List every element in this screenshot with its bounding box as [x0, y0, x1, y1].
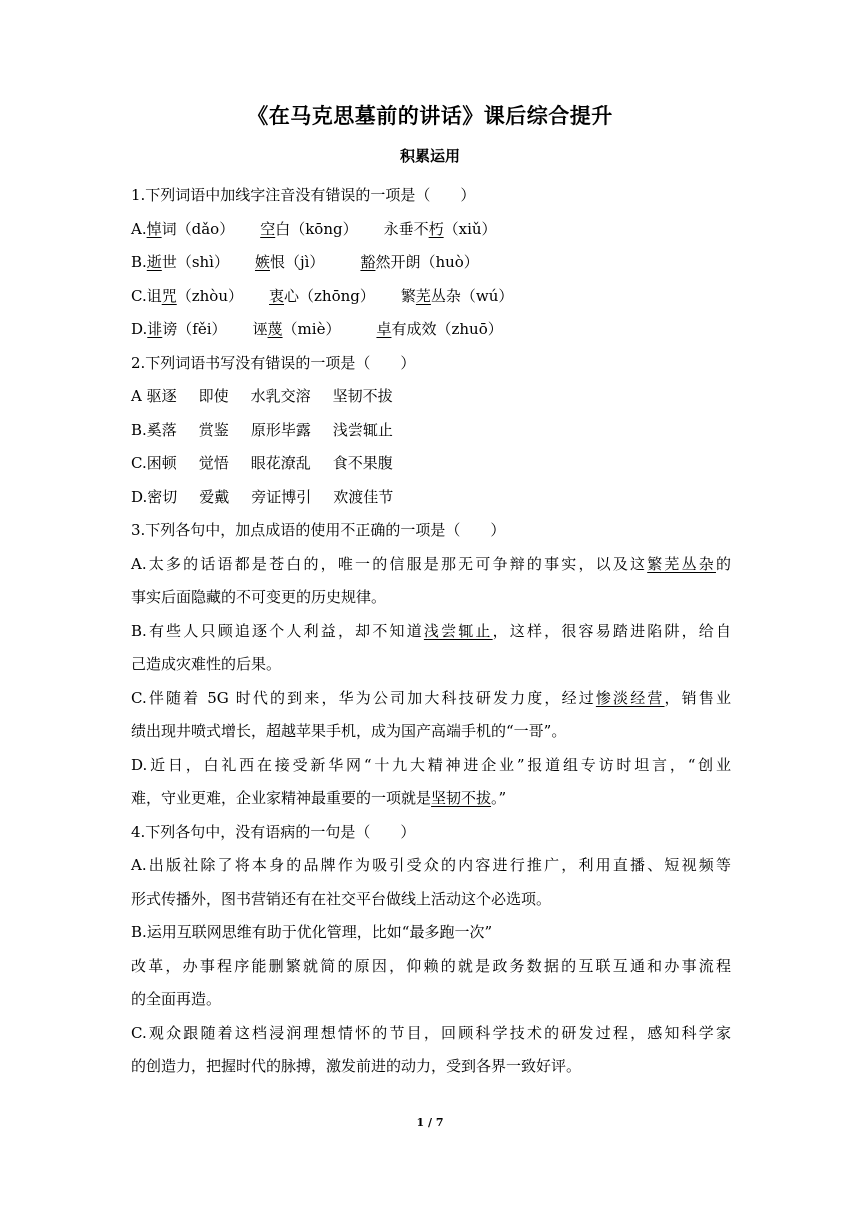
underlined-idiom: 繁芜丛杂	[647, 554, 716, 573]
question-4-option-a-line-2: 形式传播外，图书营销还有在社交平台做线上活动这个必选项。	[131, 889, 552, 908]
question-3-stem: 3.下列各句中，加点成语的使用不正确的一项是（ ）	[131, 521, 506, 539]
question-1-option-b: B.逝世（shì） 嫉恨（jì） 豁然开朗（huò）	[131, 253, 479, 271]
underlined-char: 空	[260, 219, 276, 238]
page-title: 《在马克思墓前的讲话》课后综合提升	[247, 103, 613, 128]
underlined-char: 诽	[147, 320, 163, 338]
underlined-idiom: 坚韧不拔	[431, 789, 492, 807]
question-2-stem: 2.下列词语书写没有错误的一项是（ ）	[131, 353, 416, 372]
question-4-option-c-line-2: 的创造力，把握时代的脉搏，激发前进的动力，受到各界一致好评。	[131, 1057, 582, 1075]
underlined-char: 卓	[376, 320, 392, 338]
underlined-char: 朽	[428, 219, 444, 238]
page-number: 1 / 7	[416, 1116, 444, 1129]
underlined-char: 咒	[161, 286, 177, 305]
question-3-option-d-line-2: 难，守业更难，企业家精神最重要的一项就是坚韧不拔。”	[131, 789, 507, 807]
question-3-option-c-line-2: 绩出现井喷式增长，超越苹果手机，成为国产高端手机的“一哥”。	[131, 722, 567, 740]
underlined-idiom: 惨淡经营	[595, 688, 665, 707]
underlined-char: 芜	[415, 286, 431, 305]
question-3-option-b-line-1: B.有些人只顾追逐个人利益，却不知道浅尝辄止，这样，很容易踏进陷阱，给自	[131, 621, 731, 640]
question-3-option-d-line-1: D.近日，白礼西在接受新华网“十九大精神进企业”报道组专访时坦言，“创业	[131, 755, 731, 774]
question-4-option-b-line-2: 改革，办事程序能删繁就简的原因，仰赖的就是政务数据的互联互通和办事流程	[131, 956, 731, 975]
question-4-option-b-line-1: B.运用互联网思维有助于优化管理，比如“最多跑一次”	[131, 923, 493, 941]
underlined-char: 嫉	[254, 253, 270, 271]
underlined-char: 衷	[269, 286, 285, 305]
question-4-stem: 4.下列各句中，没有语病的一句是（ ）	[131, 822, 416, 841]
section-heading: 积累运用	[399, 147, 460, 165]
question-4-option-a-line-1: A.出版社除了将本身的品牌作为吸引受众的内容进行推广，利用直播、短视频等	[131, 856, 731, 874]
underlined-char: 悼	[146, 219, 162, 238]
question-2-option-d: D.密切 爱戴 旁证博引 欢渡佳节	[131, 487, 394, 506]
question-3-option-c-line-1: C.伴随着 5G 时代的到来，华为公司加大科技研发力度，经过惨淡经营，销售业	[131, 688, 731, 707]
question-4-option-b-line-3: 的全面再造。	[131, 990, 222, 1008]
underlined-char: 蔑	[267, 320, 283, 338]
question-1-option-c: C.诅咒（zhòu） 衷心（zhōng） 繁芜丛杂（wú）	[131, 286, 514, 305]
underlined-idiom: 浅尝辄止	[423, 621, 493, 640]
question-1-stem: 1.下列词语中加线字注音没有错误的一项是（ ）	[131, 186, 476, 204]
question-4-option-c-line-1: C.观众跟随着这档浸润理想情怀的节目，回顾科学技术的研发过程，感知科学家	[131, 1023, 731, 1042]
underlined-char: 逝	[146, 253, 162, 271]
question-2-option-c: C.困顿 觉悟 眼花潦乱 食不果腹	[131, 454, 393, 472]
underlined-char: 豁	[360, 253, 376, 271]
question-2-option-b: B.奚落 赏鉴 原形毕露 浅尝辄止	[131, 420, 393, 439]
question-2-option-a: A 驱逐 即使 水乳交溶 坚韧不拔	[131, 387, 393, 405]
question-3-option-a-line-2: 事实后面隐藏的不可变更的历史规律。	[131, 588, 387, 606]
question-3-option-b-line-2: 己造成灾难性的后果。	[131, 655, 282, 673]
question-list	[131, 179, 731, 1084]
question-1-option-a: A.悼词（dǎo） 空白（kōng） 永垂不朽（xiǔ）	[131, 219, 497, 238]
question-3-option-a-line-1: A.太多的话语都是苍白的，唯一的信服是那无可争辩的事实，以及这繁芜丛杂的	[131, 554, 731, 573]
question-1-option-d: D.诽谤（fěi） 诬蔑（miè） 卓有成效（zhuō）	[131, 320, 503, 338]
